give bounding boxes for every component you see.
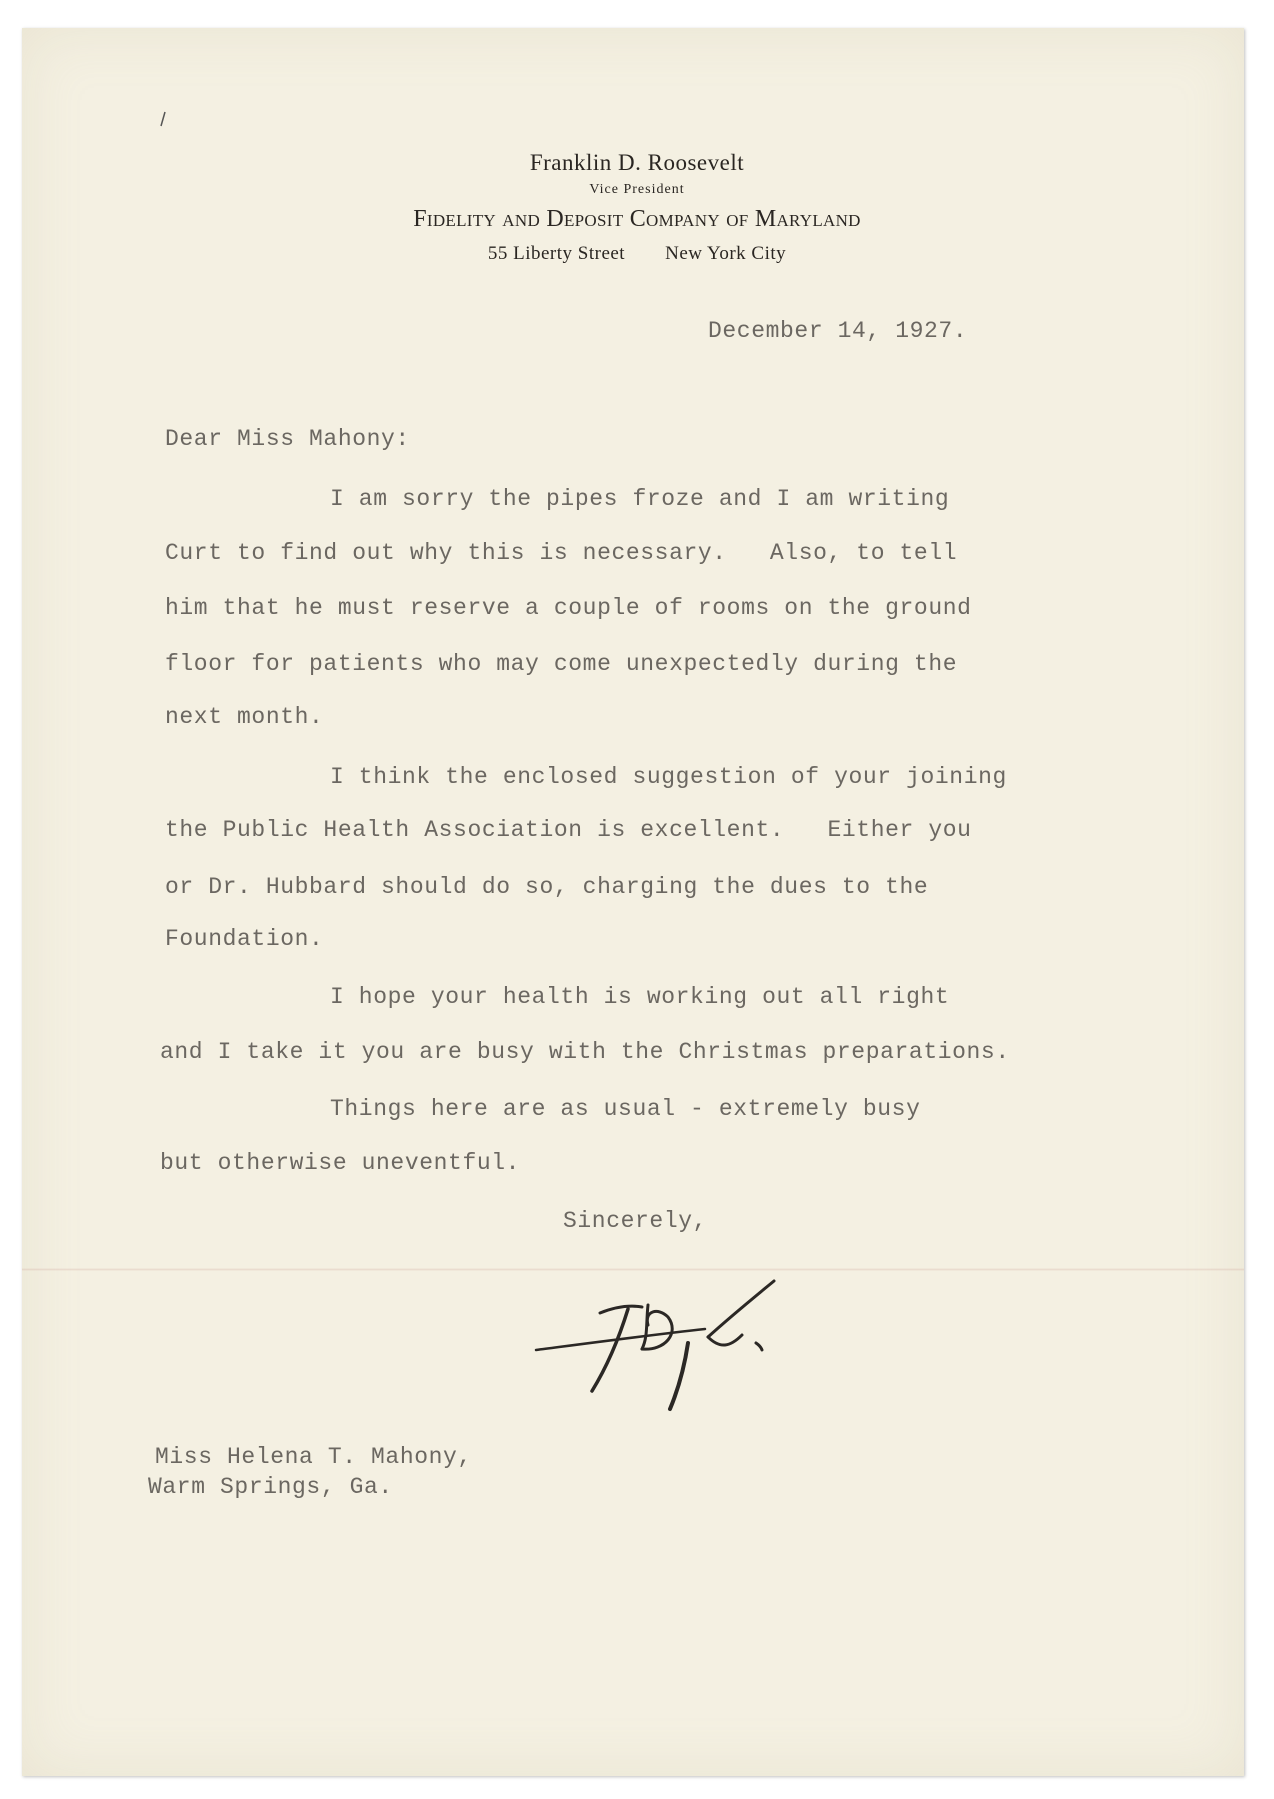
letterhead-address	[0, 243, 1274, 265]
body-line: I hope your health is working out all right	[330, 984, 950, 1010]
body-line: Things here are as usual - extremely busy	[330, 1096, 921, 1122]
recipient-place: Warm Springs, Ga.	[148, 1474, 393, 1500]
body-line: Curt to find out why this is necessary. Also, to tell	[165, 540, 958, 566]
letterhead-company: Fidelity and Deposit Company of Maryland	[413, 206, 861, 232]
pencil-mark	[158, 110, 168, 130]
letter-salutation: Dear Miss Mahony:	[165, 426, 410, 452]
letter-closing: Sincerely,	[563, 1208, 708, 1234]
letterhead-name: Franklin D. Roosevelt	[529, 150, 745, 175]
body-line: next month.	[165, 704, 324, 730]
body-line: or Dr. Hubbard should do so, charging the dues to the	[165, 874, 929, 900]
letterhead-title: Vice President	[589, 182, 685, 197]
body-line: I think the enclosed suggestion of your joining	[330, 764, 1007, 790]
body-line: him that he must reserve a couple of rooms on the ground	[165, 595, 972, 621]
recipient-name: Miss Helena T. Mahony,	[155, 1444, 472, 1470]
letter-page	[22, 28, 1244, 1776]
letterhead-city: New York City	[665, 243, 787, 264]
letterhead-street: 55 Liberty Street	[487, 243, 626, 264]
body-line: and I take it you are busy with the Christmas preparations.	[160, 1039, 1010, 1065]
body-line: Foundation.	[165, 926, 324, 952]
body-line: but otherwise uneventful.	[160, 1150, 521, 1176]
body-line: floor for patients who may come unexpectedly during the	[165, 651, 958, 677]
body-line: I am sorry the pipes froze and I am writing	[330, 486, 950, 512]
body-line: the Public Health Association is excellent. Either you	[165, 817, 972, 843]
signature	[530, 1265, 860, 1425]
letter-date: December 14, 1927.	[708, 318, 968, 344]
